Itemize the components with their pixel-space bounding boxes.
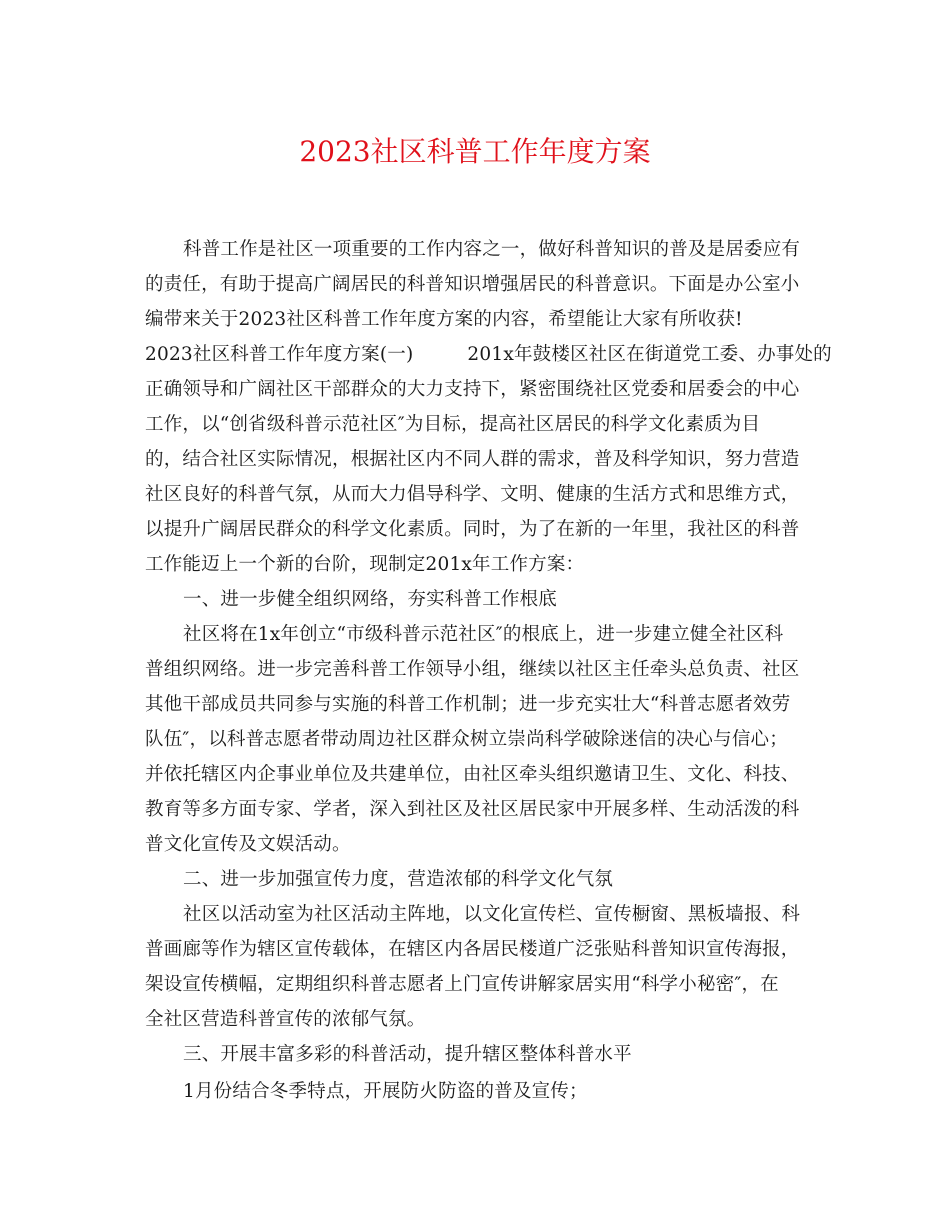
paragraph-line: 全社区营造科普宣传的浓郁气氛。	[145, 1009, 426, 1030]
section-heading: 2023社区科普工作年度方案(一)	[145, 344, 414, 365]
section-heading: 二、进一步加强宣传力度，营造浓郁的科学文化气氛	[183, 869, 614, 890]
paragraph-line: 科普工作是社区一项重要的工作内容之一，做好科普知识的普及是居委应有	[183, 239, 801, 260]
paragraph-line: 教育等多方面专家、学者，深入到社区及社区居民家中开展多样、生动活泼的科	[145, 799, 800, 820]
paragraph-line: 社区良好的科普气氛，从而大力倡导科学、文明、健康的生活方式和思维方式，	[145, 484, 800, 505]
paragraph-line: 社区以活动室为社区活动主阵地，以文化宣传栏、宣传橱窗、黑板墙报、科	[183, 904, 801, 925]
paragraph-line: 的，结合社区实际情况，根据社区内不同人群的需求，普及科学知识，努力营造	[145, 449, 800, 470]
paragraph-line: 以提升广阔居民群众的科学文化素质。同时，为了在新的一年里，我社区的科普	[145, 519, 800, 540]
section-heading: 一、进一步健全组织网络，夯实科普工作根底	[183, 589, 558, 610]
paragraph-line: 工作能迈上一个新的台阶，现制定201x年工作方案：	[145, 554, 585, 575]
paragraph-line: 社区将在1x年创立“市级科普示范社区″的根底上，进一步建立健全社区科	[183, 624, 784, 645]
paragraph-line: 普组织网络。进一步完善科普工作领导小组，继续以社区主任牵头总负责、社区	[145, 659, 800, 680]
paragraph-line: 编带来关于2023社区科普工作年度方案的内容，希望能让大家有所收获!	[145, 309, 743, 330]
paragraph-line: 队伍″，以科普志愿者带动周边社区群众树立崇尚科学破除迷信的决心与信心；	[145, 729, 788, 750]
paragraph-line	[145, 340, 832, 370]
paragraph-line: 架设宣传横幅，定期组织科普志愿者上门宣传讲解家居实用“科学小秘密″，在	[145, 974, 779, 995]
paragraph-line: 1月份结合冬季特点，开展防火防盗的普及宣传；	[183, 1081, 588, 1102]
document-title: 2023社区科普工作年度方案	[299, 135, 651, 168]
paragraph-line: 正确领导和广阔社区干部群众的大力支持下，紧密围绕社区党委和居委会的中心	[145, 379, 800, 400]
paragraph-line: 工作，以“创省级科普示范社区″为目标，提高社区居民的科学文化素质为目	[145, 414, 761, 435]
paragraph-line: 普画廊等作为辖区宣传载体，在辖区内各居民楼道广泛张贴科普知识宣传海报，	[145, 939, 800, 960]
paragraph-line: 其他干部成员共同参与实施的科普工作机制；进一步充实壮大“科普志愿者效劳	[145, 694, 791, 715]
paragraph-line: 普文化宣传及文娱活动。	[145, 834, 351, 855]
paragraph-text: 201x年鼓楼区社区在街道党工委、办事处的	[467, 344, 832, 365]
paragraph-line: 的责任，有助于提高广阔居民的科普知识增强居民的科普意识。下面是办公室小	[145, 274, 800, 295]
section-heading: 三、开展丰富多彩的科普活动，提升辖区整体科普水平	[183, 1044, 632, 1065]
paragraph-line: 并依托辖区内企事业单位及共建单位，由社区牵头组织邀请卫生、文化、科技、	[145, 764, 800, 785]
